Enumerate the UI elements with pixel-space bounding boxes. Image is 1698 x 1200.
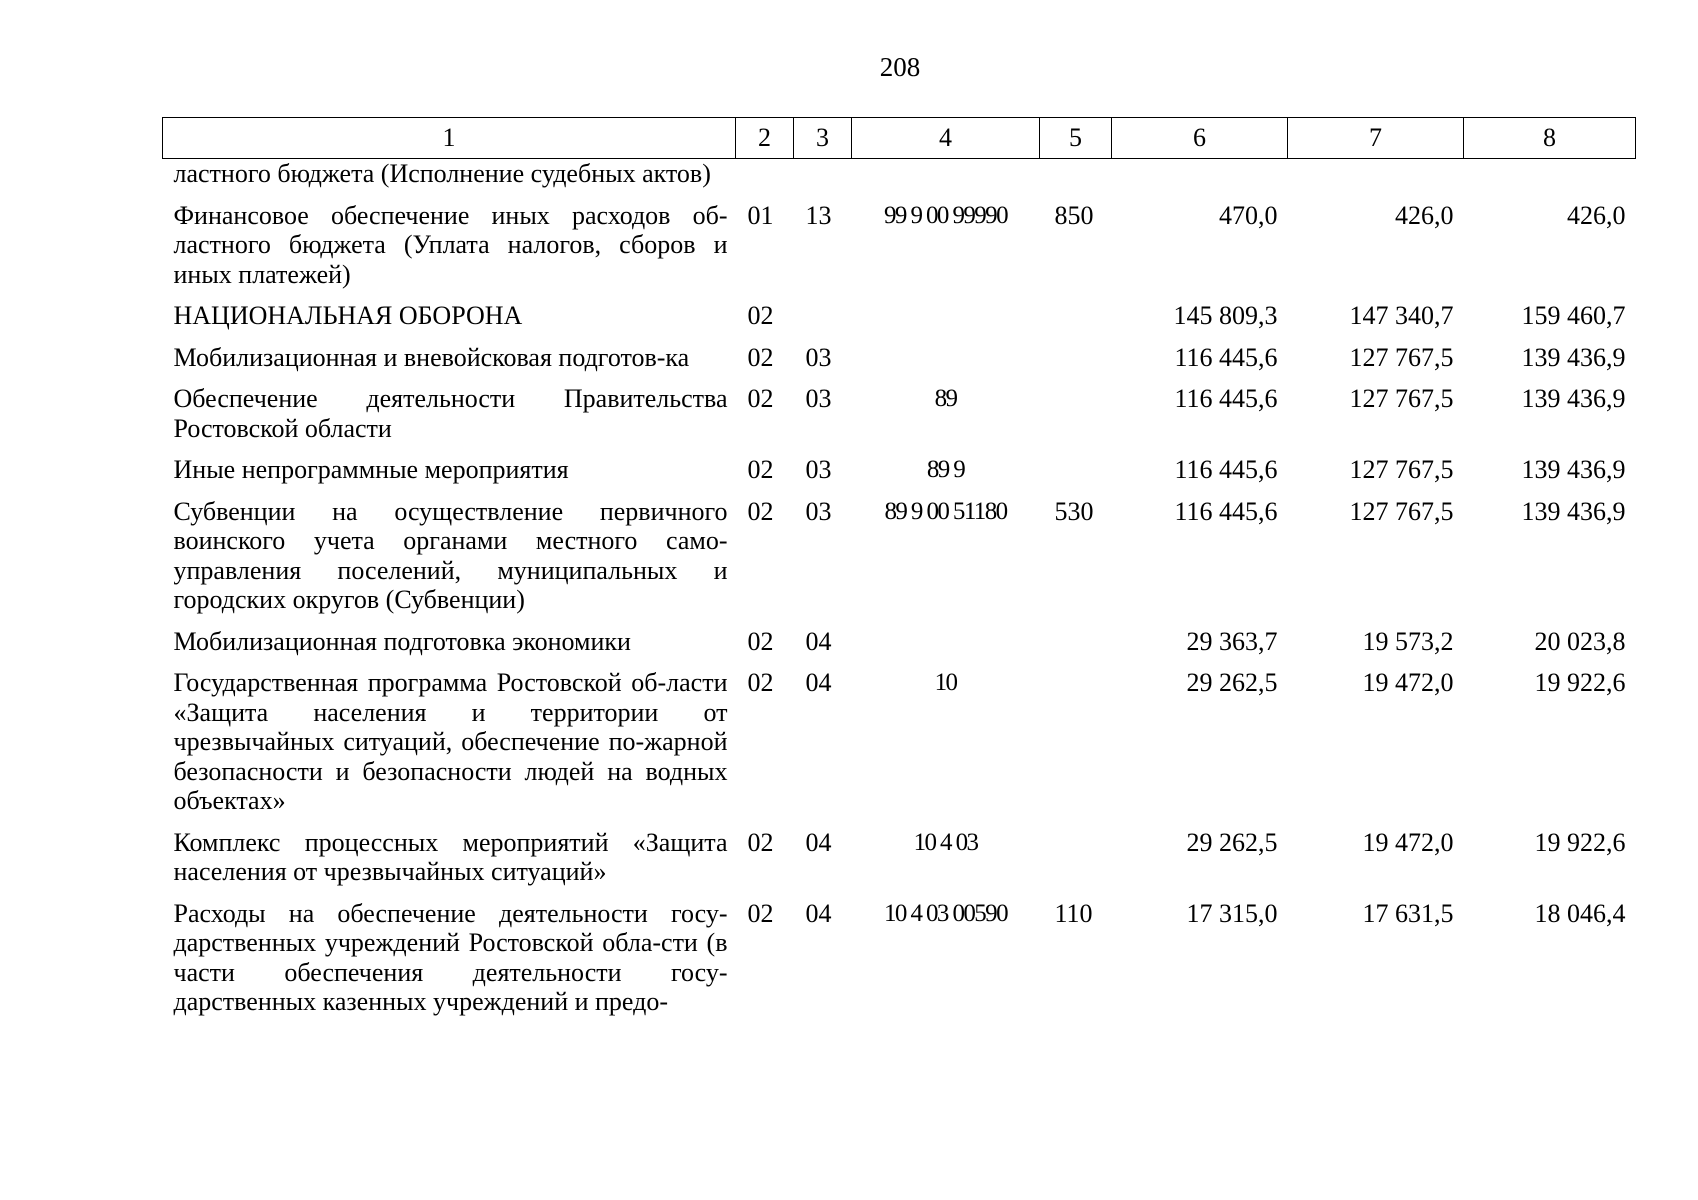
- row-name: НАЦИОНАЛЬНАЯ ОБОРОНА: [173, 301, 523, 330]
- row-subsection: 04: [805, 898, 832, 928]
- budget-table: [162, 117, 1636, 1029]
- row-section: 02: [747, 827, 774, 857]
- row-name: Государственная программа Ростовской об-ласти «Защита населения и территории от чрезвычайных ситуаций, обеспечение по-жарной безопасности и безопасности людей на водных объектах»: [173, 668, 728, 815]
- row-target-code: 89 9 00 51180: [884, 497, 1007, 525]
- row-section: 01: [747, 200, 774, 230]
- table-row: [163, 201, 1636, 302]
- table-row: [163, 455, 1636, 497]
- header-col-5: 5: [1040, 118, 1112, 159]
- row-subsection: 03: [805, 384, 832, 413]
- row-name: Финансовое обеспечение иных расходов об-ластного бюджета (Уплата налогов, сборов и иных платежей): [173, 200, 728, 289]
- header-col-7: 7: [1288, 118, 1464, 159]
- row-amount-year2: 17 631,5: [1362, 898, 1454, 928]
- row-subsection: [794, 159, 852, 201]
- table-row: [163, 301, 1636, 343]
- row-amount-year1: 29 262,5: [1186, 827, 1278, 857]
- row-amount-year2: 147 340,7: [1349, 301, 1454, 330]
- row-amount-year1: 17 315,0: [1186, 898, 1278, 928]
- header-col-6: 6: [1112, 118, 1288, 159]
- row-name: Обеспечение деятельности Правительства Ростовской области: [173, 384, 728, 443]
- row-name: Мобилизационная и вневойсковая подготов-ка: [173, 342, 690, 372]
- row-amount-year2: 127 767,5: [1349, 496, 1454, 526]
- row-section: 02: [747, 496, 774, 526]
- row-expense-type: [1040, 159, 1112, 201]
- row-amount-year1: 29 262,5: [1186, 668, 1278, 697]
- row-target-code: [852, 159, 1040, 201]
- row-expense-type: [1040, 384, 1112, 455]
- row-amount-year3: 139 436,9: [1521, 496, 1626, 526]
- table-row: [163, 899, 1636, 1029]
- row-subsection: 04: [805, 668, 832, 697]
- row-section: 02: [747, 342, 774, 372]
- table-row: [163, 668, 1636, 828]
- row-amount-year3: 19 922,6: [1534, 827, 1626, 857]
- row-subsection: 03: [805, 455, 832, 484]
- row-amount-year3: 159 460,7: [1521, 301, 1626, 330]
- row-section: [736, 159, 794, 201]
- row-subsection: [794, 301, 852, 343]
- header-col-4: 4: [852, 118, 1040, 159]
- row-amount-year1: [1112, 159, 1288, 201]
- row-amount-year2: 127 767,5: [1349, 342, 1454, 372]
- row-amount-year3: 426,0: [1567, 200, 1626, 230]
- table-body: [163, 159, 1636, 1029]
- table-row: [163, 159, 1636, 201]
- row-amount-year3: 19 922,6: [1534, 668, 1626, 697]
- row-amount-year2: 19 472,0: [1362, 827, 1454, 857]
- row-expense-type: [1040, 301, 1112, 343]
- row-name: Расходы на обеспечение деятельности госу-дарственных учреждений Ростовской обла-сти (в части обеспечения деятельности госу-дарственных казенных учреждений и предо-: [173, 898, 728, 1016]
- table-header: [163, 118, 1636, 159]
- table-row: [163, 343, 1636, 385]
- row-amount-year2: [1288, 159, 1464, 201]
- header-col-8: 8: [1464, 118, 1636, 159]
- row-amount-year1: 116 445,6: [1174, 455, 1278, 484]
- row-expense-type: [1040, 668, 1112, 828]
- row-subsection: 13: [805, 200, 832, 230]
- row-amount-year1: 116 445,6: [1174, 496, 1278, 526]
- table-row: [163, 497, 1636, 627]
- row-section: 02: [747, 301, 774, 330]
- row-name: Субвенции на осуществление первичного воинского учета органами местного само-управления поселений, муниципальных и городских округов (Субвенции): [173, 496, 728, 614]
- row-name: Иные непрограммные мероприятия: [173, 455, 569, 484]
- row-expense-type: [1040, 455, 1112, 497]
- row-target-code: [852, 301, 1040, 343]
- table-row: [163, 828, 1636, 899]
- row-name: Мобилизационная подготовка экономики: [173, 626, 631, 656]
- row-amount-year1: 29 363,7: [1186, 626, 1278, 656]
- header-row: [163, 118, 1636, 159]
- row-amount-year3: 139 436,9: [1521, 384, 1626, 413]
- row-section: 02: [747, 384, 774, 413]
- row-expense-type: [1040, 828, 1112, 899]
- header-col-1: 1: [163, 118, 736, 159]
- page-number: 208: [879, 52, 921, 82]
- row-section: 02: [747, 455, 774, 484]
- table-row: [163, 627, 1636, 669]
- row-target-code: [852, 627, 1040, 669]
- row-amount-year3: [1464, 159, 1636, 201]
- row-target-code: 89 9: [926, 456, 965, 483]
- row-target-code: 10 4 03 00590: [884, 899, 1007, 927]
- row-amount-year3: 18 046,4: [1534, 898, 1626, 928]
- header-col-3: 3: [794, 118, 852, 159]
- row-target-code: 89: [934, 385, 957, 412]
- row-section: 02: [747, 898, 774, 928]
- row-amount-year3: 20 023,8: [1534, 626, 1626, 656]
- row-amount-year2: 19 472,0: [1362, 668, 1454, 697]
- row-target-code: 10 4 03: [913, 828, 978, 856]
- row-target-code: 99 9 00 99990: [884, 201, 1007, 229]
- row-name: ластного бюджета (Исполнение судебных актов): [173, 159, 711, 188]
- row-subsection: 04: [805, 626, 832, 656]
- row-amount-year1: 116 445,6: [1174, 342, 1278, 372]
- row-amount-year3: 139 436,9: [1521, 342, 1626, 372]
- row-amount-year2: 426,0: [1395, 200, 1454, 230]
- row-target-code: 10: [934, 669, 957, 696]
- row-amount-year1: 116 445,6: [1174, 384, 1278, 413]
- row-target-code: [852, 343, 1040, 385]
- row-amount-year1: 145 809,3: [1173, 301, 1278, 330]
- row-amount-year2: 19 573,2: [1362, 626, 1454, 656]
- row-expense-type: [1040, 627, 1112, 669]
- row-amount-year2: 127 767,5: [1349, 455, 1454, 484]
- row-expense-type: 110: [1054, 898, 1093, 928]
- row-subsection: 03: [805, 342, 832, 372]
- table-row: [163, 384, 1636, 455]
- row-subsection: 04: [805, 827, 832, 857]
- row-name: Комплекс процессных мероприятий «Защита населения от чрезвычайных ситуаций»: [173, 827, 728, 886]
- row-amount-year2: 127 767,5: [1349, 384, 1454, 413]
- row-expense-type: [1040, 343, 1112, 385]
- row-section: 02: [747, 626, 774, 656]
- row-amount-year1: 470,0: [1219, 200, 1278, 230]
- row-expense-type: 530: [1054, 496, 1094, 526]
- row-subsection: 03: [805, 496, 832, 526]
- row-section: 02: [747, 668, 774, 697]
- row-amount-year3: 139 436,9: [1521, 455, 1626, 484]
- header-col-2: 2: [736, 118, 794, 159]
- row-expense-type: 850: [1054, 200, 1094, 230]
